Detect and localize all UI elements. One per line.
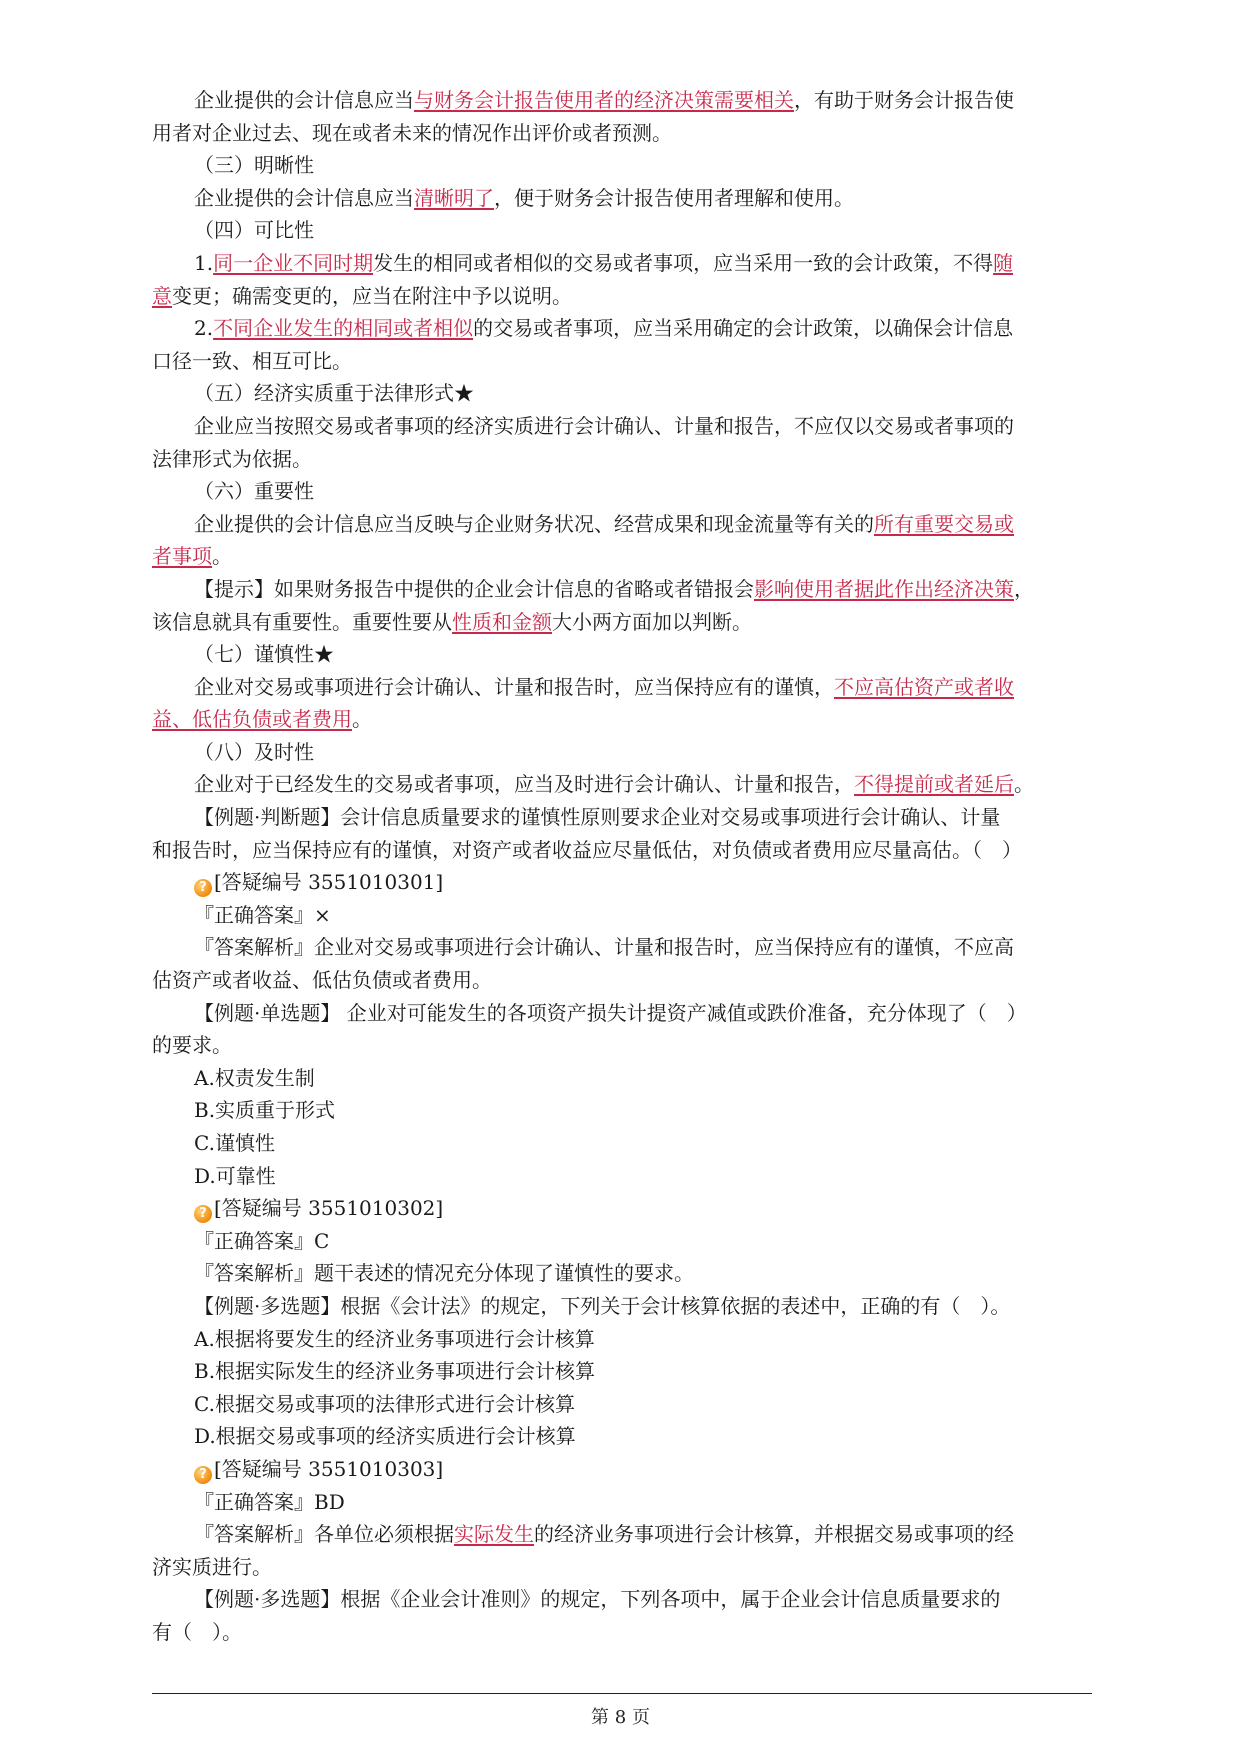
document-body bbox=[152, 84, 1092, 1649]
highlight: 实际发生 bbox=[454, 1522, 534, 1547]
answer-explanation: 『答案解析』题干表述的情况充分体现了谨慎性的要求。 bbox=[194, 1261, 694, 1286]
section-heading: （三）明晰性 bbox=[194, 153, 314, 178]
paragraph-cont: 口径一致、相互可比。 bbox=[152, 348, 352, 373]
option: A.权责发生制 bbox=[194, 1065, 315, 1090]
paragraph-cont: 益、低估负债或者费用。 bbox=[152, 707, 372, 732]
option: B.根据实际发生的经济业务事项进行会计核算 bbox=[194, 1359, 596, 1384]
answer-id-link[interactable]: ? [答疑编号 3551010303] bbox=[152, 1453, 1092, 1486]
answer-id-link[interactable]: ? [答疑编号 3551010301] bbox=[152, 866, 1092, 899]
option: C.根据交易或事项的法律形式进行会计核算 bbox=[194, 1391, 575, 1416]
highlight: 所有重要交易或 bbox=[874, 511, 1014, 536]
section-heading: （八）及时性 bbox=[194, 739, 314, 764]
answer-explanation: 『答案解析』各单位必须根据实际发生的经济业务事项进行会计核算，并根据交易或事项的经 bbox=[194, 1522, 1014, 1547]
highlight: 不应高估资产或者收 bbox=[834, 674, 1014, 699]
paragraph: 企业提供的会计信息应当与财务会计报告使用者的经济决策需要相关，有助于财务会计报告使 bbox=[194, 88, 1014, 112]
answer-explanation-cont: 济实质进行。 bbox=[152, 1554, 272, 1579]
question-stem: 【例题·单选题】 企业对可能发生的各项资产损失计提资产减值或跌价准备，充分体现了（ ） bbox=[194, 1000, 1027, 1025]
highlight: 益、低估负债或者费用 bbox=[152, 707, 352, 732]
paragraph: 企业应当按照交易或者事项的经济实质进行会计确认、计量和报告，不应仅以交易或者事项的 bbox=[194, 413, 1014, 438]
section-heading: （四）可比性 bbox=[194, 218, 314, 243]
paragraph-cont: 者事项。 bbox=[152, 544, 232, 569]
paragraph: 企业对于已经发生的交易或者事项，应当及时进行会计确认、计量和报告，不得提前或者延后。 bbox=[194, 772, 1034, 797]
question-stem-cont: 有（ ）。 bbox=[152, 1619, 242, 1644]
answer-id-link[interactable]: ? [答疑编号 3551010302] bbox=[152, 1192, 1092, 1225]
question-stem: 【例题·多选题】根据《会计法》的规定，下列关于会计核算依据的表述中，正确的有（ ）。 bbox=[194, 1293, 1011, 1318]
paragraph-cont: 用者对企业过去、现在或者未来的情况作出评价或者预测。 bbox=[152, 120, 672, 145]
tip-paragraph: 【提示】如果财务报告中提供的企业会计信息的省略或者错报会影响使用者据此作出经济决策， bbox=[194, 576, 1034, 601]
correct-answer: 『正确答案』C bbox=[194, 1228, 330, 1253]
question-mark-icon[interactable]: ? bbox=[194, 1466, 212, 1484]
question-stem-cont: 的要求。 bbox=[152, 1033, 232, 1058]
paragraph: 企业提供的会计信息应当清晰明了，便于财务会计报告使用者理解和使用。 bbox=[194, 185, 854, 210]
option: D.根据交易或事项的经济实质进行会计核算 bbox=[194, 1424, 576, 1449]
question-stem: 【例题·多选题】根据《企业会计准则》的规定，下列各项中，属于企业会计信息质量要求的 bbox=[194, 1587, 1001, 1612]
highlight: 不得提前或者延后 bbox=[854, 772, 1014, 797]
highlight: 同一企业不同时期 bbox=[213, 250, 374, 275]
option: D.可靠性 bbox=[194, 1163, 276, 1188]
question-mark-icon[interactable]: ? bbox=[194, 879, 212, 897]
question-stem-cont: 和报告时，应当保持应有的谨慎，对资产或者收益应尽量低估，对负债或者费用应尽量高估。（ ） bbox=[152, 837, 1022, 862]
highlight: 意 bbox=[152, 283, 172, 308]
highlight: 与财务会计报告使用者的经济决策需要相关 bbox=[414, 88, 794, 112]
correct-answer: 『正确答案』BD bbox=[194, 1489, 345, 1514]
paragraph-cont: 法律形式为依据。 bbox=[152, 446, 312, 471]
highlight: 随 bbox=[993, 250, 1014, 275]
paragraph: 2.不同企业发生的相同或者相似的交易或者事项，应当采用确定的会计政策，以确保会计信息 bbox=[194, 316, 1014, 341]
correct-answer: 『正确答案』× bbox=[194, 902, 331, 927]
question-stem: 【例题·判断题】会计信息质量要求的谨慎性原则要求企业对交易或事项进行会计确认、计量 bbox=[194, 805, 1001, 830]
option: B.实质重于形式 bbox=[194, 1098, 336, 1123]
paragraph: 企业提供的会计信息应当反映与企业财务状况、经营成果和现金流量等有关的所有重要交易或 bbox=[194, 511, 1014, 536]
highlight: 性质和金额 bbox=[452, 609, 552, 634]
section-heading: （五）经济实质重于法律形式★ bbox=[194, 381, 474, 406]
question-mark-icon[interactable]: ? bbox=[194, 1205, 212, 1223]
paragraph: 1.同一企业不同时期发生的相同或者相似的交易或者事项，应当采用一致的会计政策，不得随 bbox=[194, 250, 1014, 275]
paragraph: 企业对交易或事项进行会计确认、计量和报告时，应当保持应有的谨慎，不应高估资产或者收 bbox=[194, 674, 1014, 699]
highlight: 者事项 bbox=[152, 544, 212, 569]
option: C.谨慎性 bbox=[194, 1131, 275, 1155]
paragraph-cont: 意变更；确需变更的，应当在附注中予以说明。 bbox=[152, 283, 572, 308]
section-heading: （六）重要性 bbox=[194, 479, 314, 504]
page-number: 第 8 页 bbox=[591, 1707, 650, 1728]
paragraph-cont: 该信息就具有重要性。重要性要从性质和金额大小两方面加以判断。 bbox=[152, 609, 752, 634]
answer-explanation: 『答案解析』企业对交易或事项进行会计确认、计量和报告时，应当保持应有的谨慎，不应高 bbox=[194, 935, 1014, 960]
option: A.根据将要发生的经济业务事项进行会计核算 bbox=[194, 1326, 595, 1351]
footer-divider bbox=[152, 1693, 1092, 1694]
section-heading: （七）谨慎性★ bbox=[194, 642, 334, 667]
answer-explanation-cont: 估资产或者收益、低估负债或者费用。 bbox=[152, 968, 492, 993]
highlight: 清晰明了 bbox=[414, 185, 494, 210]
highlight: 影响使用者据此作出经济决策 bbox=[754, 576, 1014, 601]
highlight: 不同企业发生的相同或者相似 bbox=[213, 316, 474, 341]
